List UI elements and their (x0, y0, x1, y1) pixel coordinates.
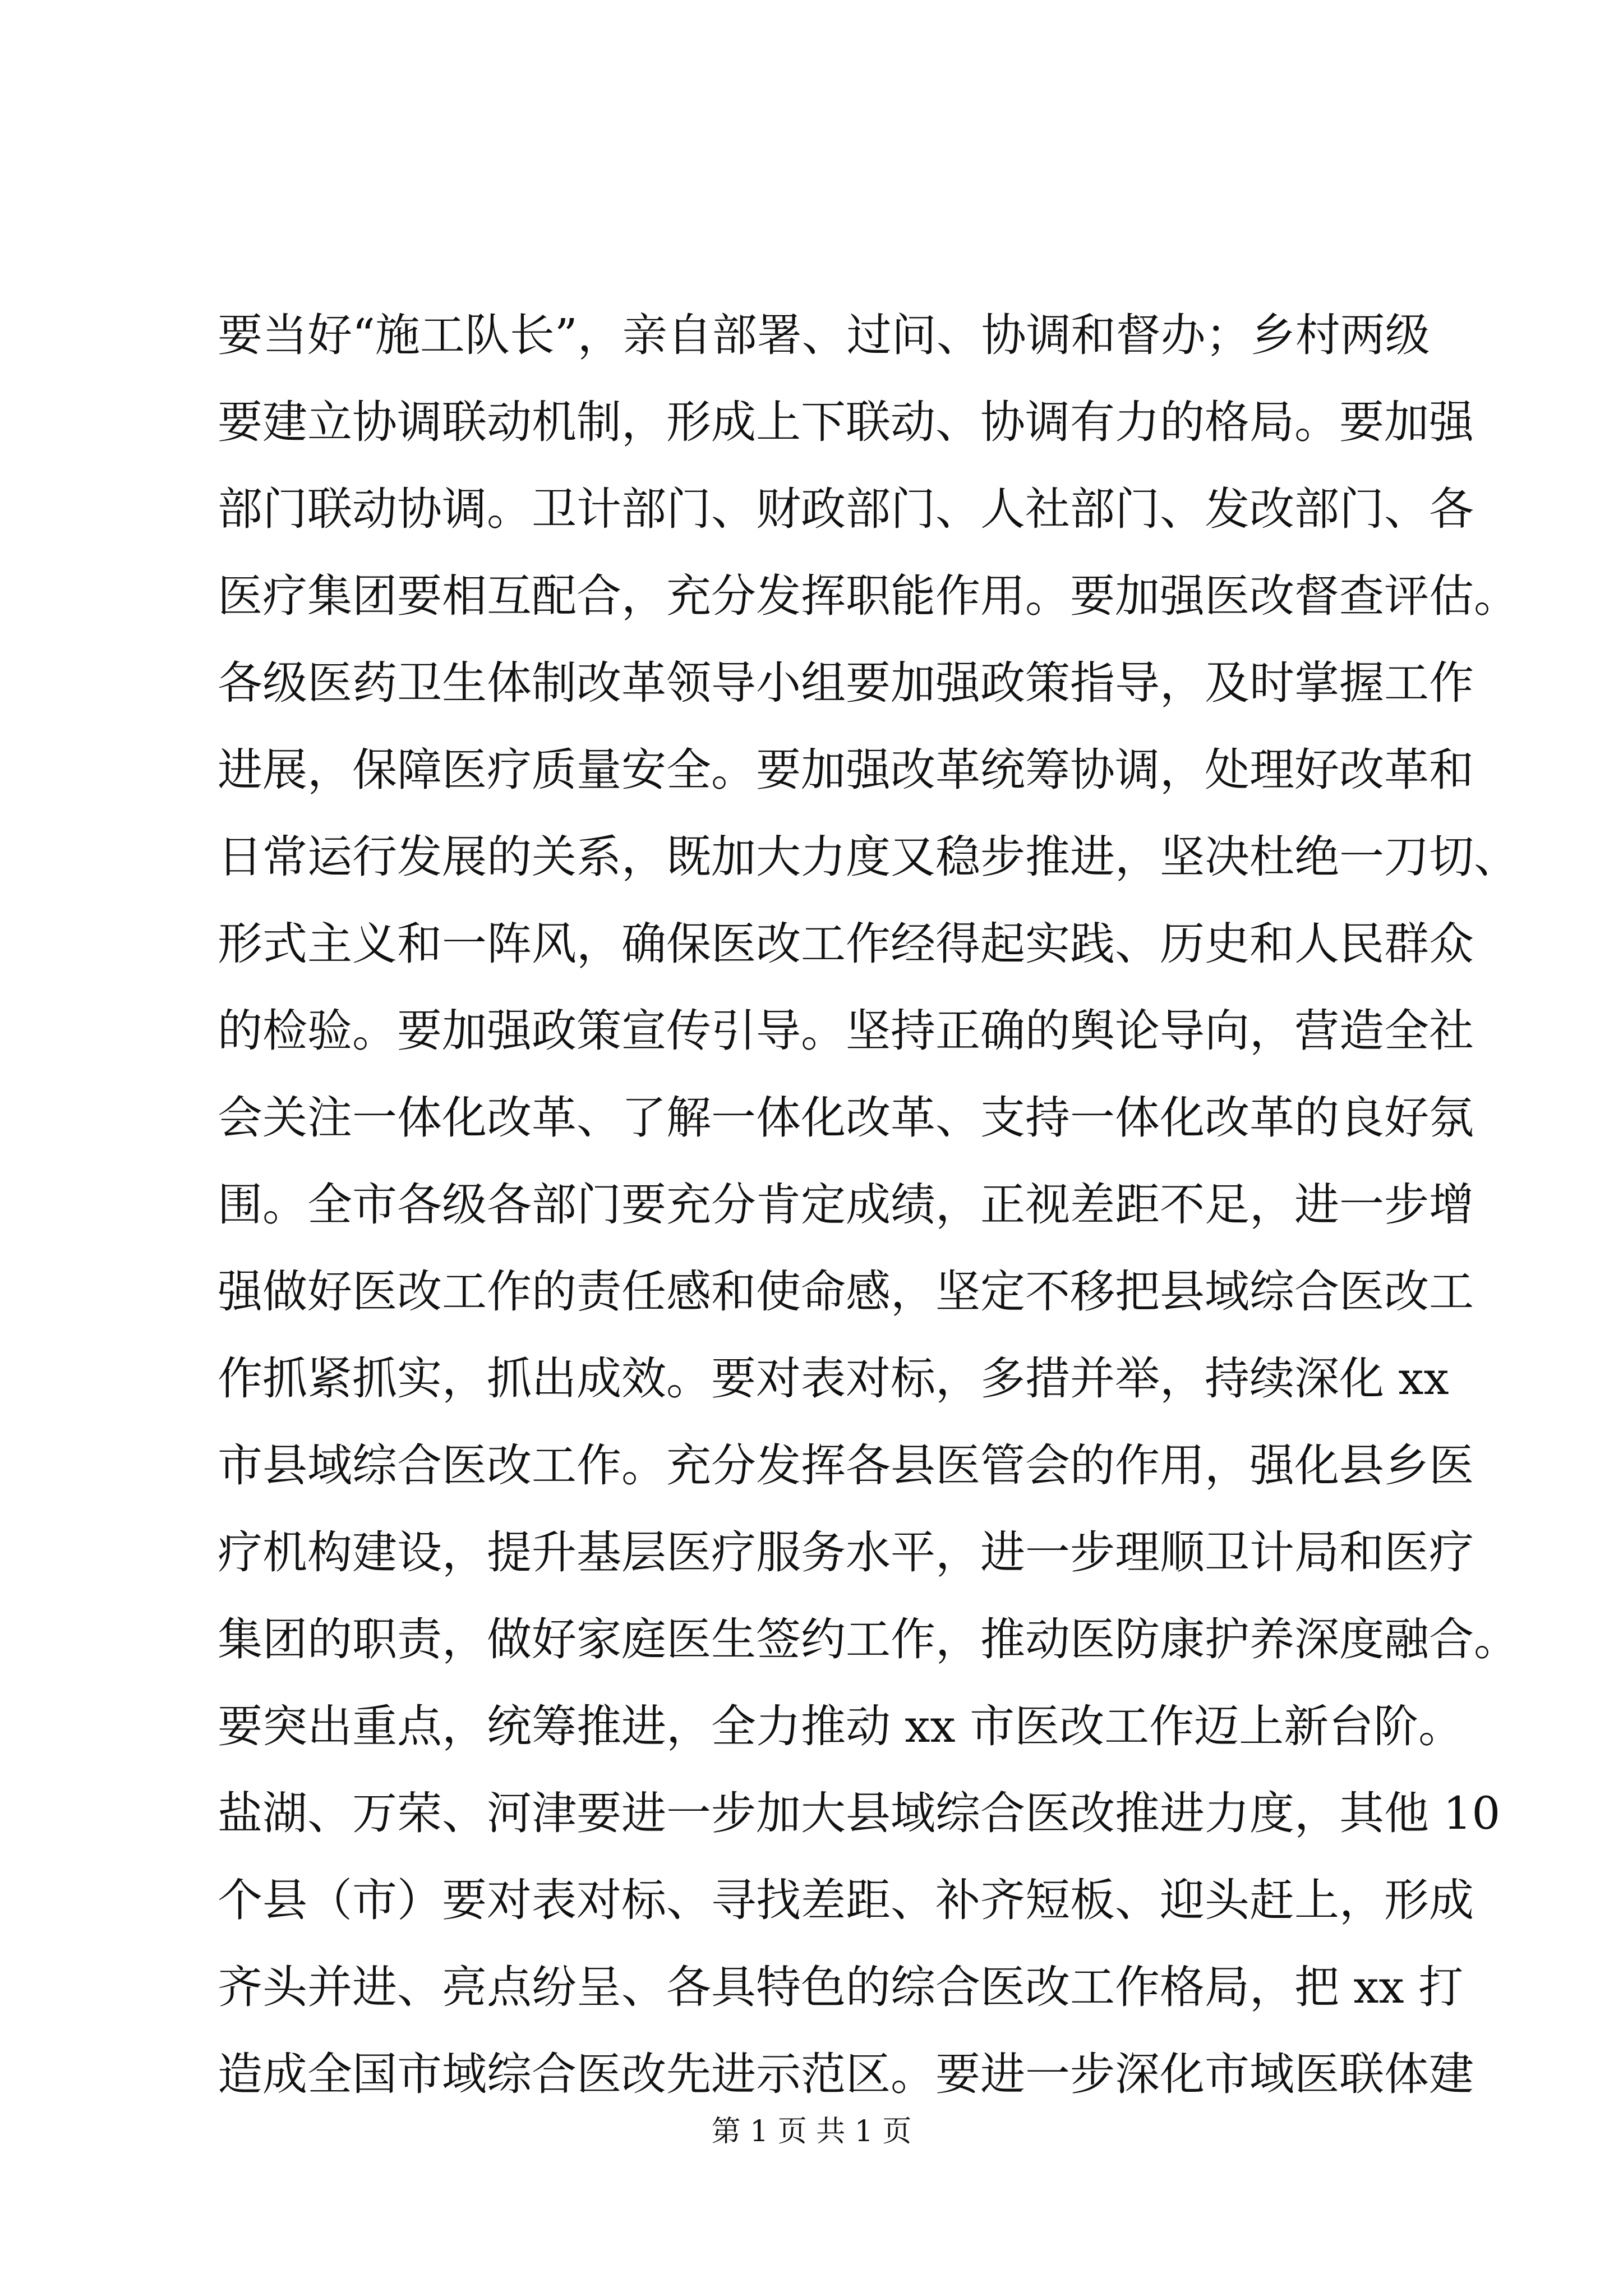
text-line: 日常运行发展的关系，既加大力度又稳步推进，坚决杜绝一刀切、 (218, 831, 1519, 883)
text-line: 会关注一体化改革、了解一体化改革、支持一体化改革的良好氛 (218, 1092, 1474, 1144)
text-line: 医疗集团要相互配合，充分发挥职能作用。要加强医改督查评估。 (218, 570, 1519, 622)
text-line: 个县（市）要对表对标、寻找差距、补齐短板、迎头赶上，形成 (218, 1874, 1474, 1926)
text-line: 进展，保障医疗质量安全。要加强改革统筹协调，处理好改革和 (218, 744, 1474, 796)
text-line: 要当好“施工队长”，亲自部署、过问、协调和督办；乡村两级 (218, 309, 1430, 361)
text-line: 强做好医改工作的责任感和使命感，坚定不移把县域综合医改工 (218, 1266, 1474, 1318)
text-line: 集团的职责，做好家庭医生签约工作，推动医防康护养深度融合。 (218, 1613, 1519, 1665)
text-line: 的检验。要加强政策宣传引导。坚持正确的舆论导向，营造全社 (218, 1005, 1474, 1057)
text-line: 疗机构建设，提升基层医疗服务水平，进一步理顺卫计局和医疗 (218, 1526, 1474, 1579)
text-line: 各级医药卫生体制改革领导小组要加强政策指导，及时掌握工作 (218, 657, 1474, 709)
text-line: 部门联动协调。卫计部门、财政部门、人社部门、发改部门、各 (218, 483, 1474, 535)
text-line: 围。全市各级各部门要充分肯定成绩，正视差距不足，进一步增 (218, 1179, 1474, 1231)
text-line: 盐湖、万荣、河津要进一步加大县域综合医改推进力度，其他 10 (218, 1787, 1501, 1839)
body-text (218, 292, 1519, 2118)
text-line: 市县域综合医改工作。充分发挥各县医管会的作用，强化县乡医 (218, 1439, 1474, 1492)
text-line: 齐头并进、亮点纷呈、各具特色的综合医改工作格局，把 xx 打 (218, 1961, 1464, 2013)
text-line: 要突出重点，统筹推进，全力推动 xx 市医改工作迈上新台阶。 (218, 1700, 1464, 1752)
text-line: 要建立协调联动机制，形成上下联动、协调有力的格局。要加强 (218, 396, 1474, 448)
text-line: 作抓紧抓实，抓出成效。要对表对标，多措并举，持续深化 xx (218, 1352, 1449, 1405)
page-number-footer: 第 1 页 共 1 页 (711, 2115, 912, 2148)
text-line: 形式主义和一阵风，确保医改工作经得起实践、历史和人民群众 (218, 918, 1474, 970)
text-line: 造成全国市域综合医改先进示范区。要进一步深化市域医联体建 (218, 2048, 1474, 2100)
